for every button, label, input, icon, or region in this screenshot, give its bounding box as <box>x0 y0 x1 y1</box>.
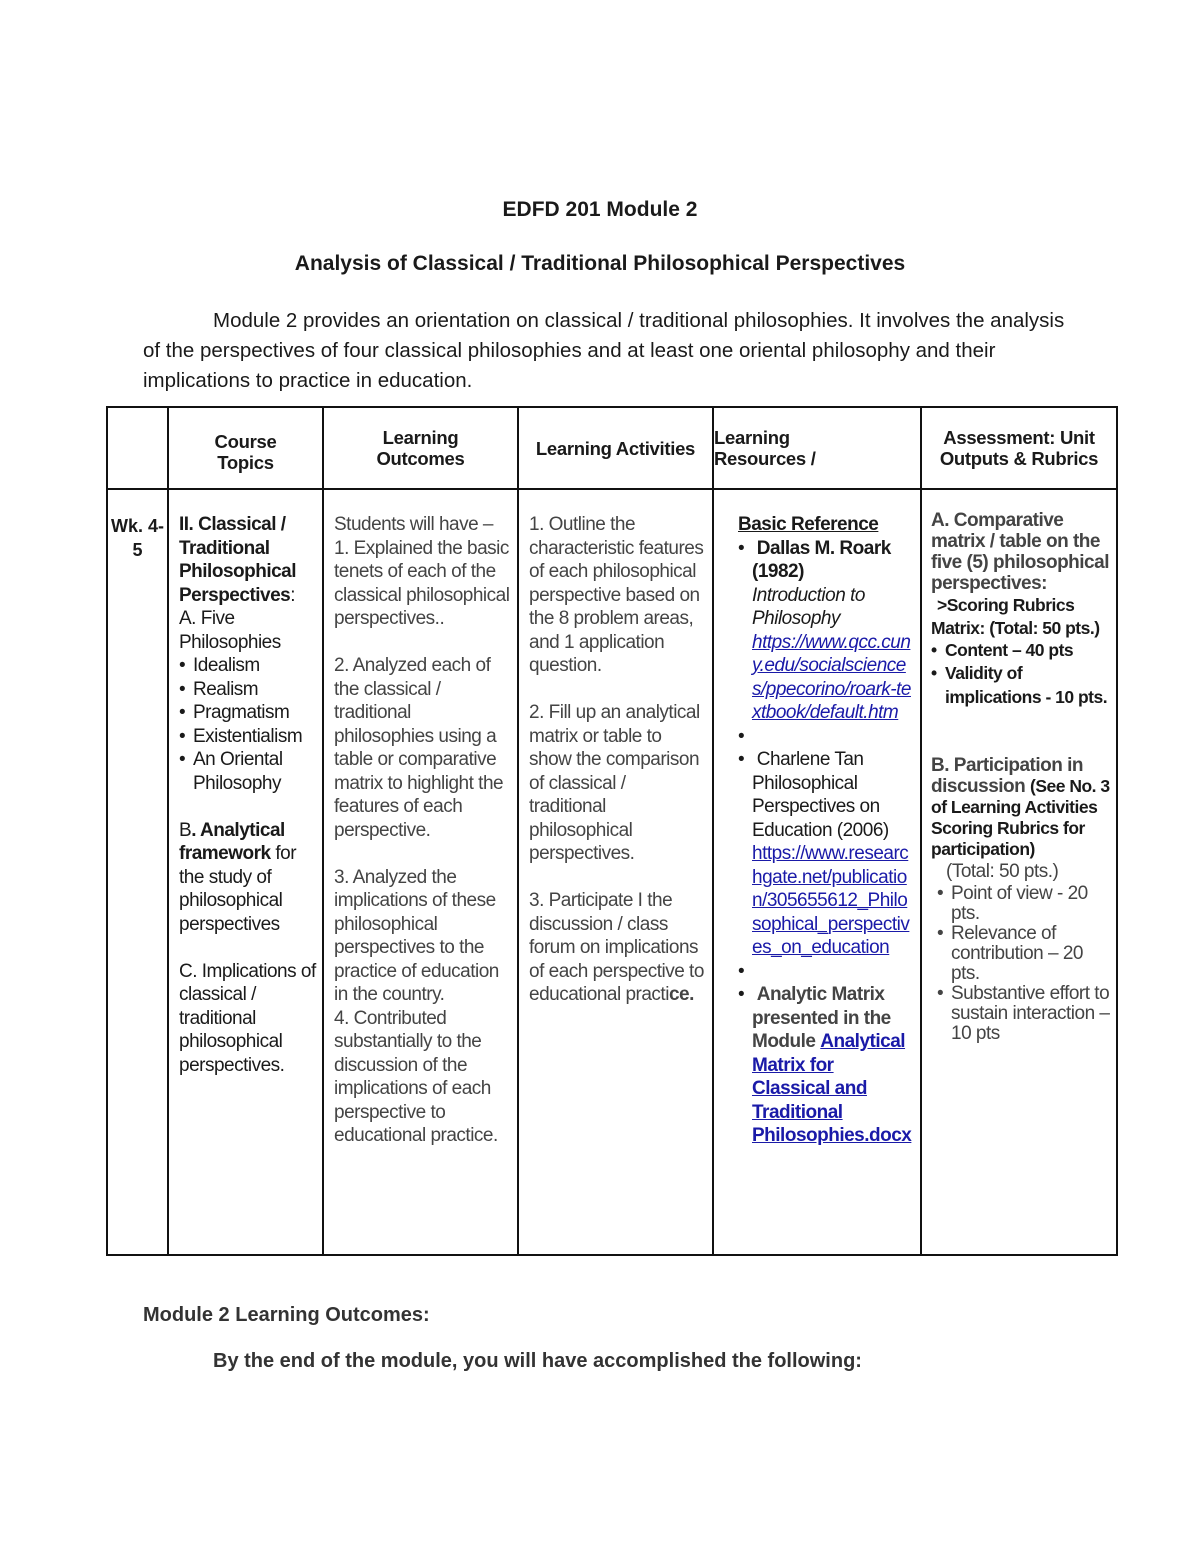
list-item: • Relevance of contribution – 20 pts. <box>937 924 1110 984</box>
activity-1: 1. Outline the characteristic features of each philosophical perspective based on the 8 problem areas, and 1 application question. <box>529 514 704 676</box>
analytical-matrix-link[interactable]: Analytical Matrix for Classical and Traditional Philosophies.docx <box>752 1031 912 1146</box>
topics-a: A. Five Philosophies <box>179 608 281 653</box>
outcomes-lead: Students will have – <box>334 514 493 535</box>
list-item: • Validity of implications - 10 pts. <box>931 662 1110 709</box>
list-item: • Pragmatism <box>179 701 316 725</box>
assessment-b-rubric: Scoring Rubrics for participation) <box>931 818 1085 859</box>
topics-cell <box>168 489 323 1255</box>
philosophy-list <box>179 654 316 795</box>
module-plan-table <box>106 406 1118 1256</box>
activity-3: 3. Participate I the discussion / class forum on implications of each perspective to educational practice. <box>529 890 704 1005</box>
table-header-row <box>107 407 1117 489</box>
intro-text: Module 2 provides an orientation on classical / traditional philosophies. It involves the analysis of the perspectives of four classical philosophies and at least one oriental philosophy and their implications to practice in education. <box>143 309 1065 392</box>
document-title: EDFD 201 Module 2 <box>502 198 698 221</box>
header-learning-outcomes: Learning Outcomes <box>323 407 518 489</box>
resources-cell <box>713 489 921 1255</box>
outcome-4: 4. Contributed substantially to the discussion of the implications of each perspective to educational practice. <box>334 1007 498 1146</box>
list-item: • Content – 40 pts <box>931 639 1110 663</box>
header-week <box>107 407 168 489</box>
assessment-a-list <box>931 639 1110 710</box>
header-learning-activities: Learning Activities <box>518 407 713 489</box>
topics-heading-colon: : <box>290 584 296 606</box>
table-row <box>107 489 1117 1255</box>
learning-outcomes-subheading: By the end of the module, you will have accomplished the following: <box>213 1350 862 1372</box>
assessment-b-heading: B. Participation in discussion (See No. 3 of Learning Activities <box>931 755 1110 817</box>
outcome-3: 3. Analyzed the implications of these philosophical perspectives to the practice of education in the country. <box>334 866 499 1005</box>
topics-c: C. Implications of classical / traditional philosophical perspectives. <box>179 960 316 1076</box>
assessment-a-matrix: Matrix: (Total: 50 pts.) <box>931 617 1100 638</box>
list-item: • An Oriental Philosophy <box>179 748 316 795</box>
outcome-2: 2. Analyzed each of the classical / traditional philosophies using a table or comparative matrix to highlight the features of each perspective. <box>334 655 504 841</box>
assessment-cell <box>921 489 1117 1255</box>
header-learning-resources: Learning Resources / <box>713 407 921 489</box>
topics-b: B. Analytical framework for the study of philosophical perspectives <box>179 819 297 935</box>
learning-outcomes-heading: Module 2 Learning Outcomes: <box>143 1304 430 1326</box>
activities-cell <box>518 489 713 1255</box>
resource-list <box>738 537 914 1148</box>
activity-2: 2. Fill up an analytical matrix or table to show the comparison of classical / traditional philosophical perspectives. <box>529 702 700 864</box>
header-assessment: Assessment: Unit Outputs & Rubrics <box>921 407 1117 489</box>
tan-link[interactable]: https://www.researchgate.net/publication/305655612_Philosophical_perspectives_on_education <box>752 843 910 958</box>
assessment-b-total: (Total: 50 pts.) <box>946 861 1059 882</box>
week-label: Wk. 4-5 <box>110 516 164 560</box>
document-subtitle: Analysis of Classical / Traditional Philosophical Perspectives <box>294 252 906 275</box>
list-item: • Analytic Matrix presented in the Module Analytical Matrix for Classical and Traditional Philosophies.docx <box>738 983 914 1148</box>
list-item: • Dallas M. Roark (1982) Introduction to Philosophy https://www.qcc.cuny.edu/socialsciences/ppecorino/roark-textbook/default.htm <box>738 537 914 725</box>
assessment-b-list <box>931 884 1110 1044</box>
intro-paragraph <box>143 306 1073 396</box>
week-cell <box>107 489 168 1255</box>
list-item: • Point of view - 20 pts. <box>937 884 1110 924</box>
assessment-a-title: A. Comparative matrix / table on the five (5) philosophical perspectives: <box>931 510 1109 594</box>
basic-reference-heading: Basic Reference <box>738 514 879 535</box>
list-item: • Idealism <box>179 654 316 678</box>
outcomes-cell <box>323 489 518 1255</box>
outcome-1: 1. Explained the basic tenets of each of the classical philosophical perspectives.. <box>334 537 510 629</box>
list-item: • Substantive effort to sustain interaction –10 pts <box>937 984 1110 1044</box>
assessment-a-rubric: >Scoring Rubrics <box>937 595 1075 615</box>
header-course-topics: Course Topics <box>168 407 323 489</box>
topics-heading: II. Classical / Traditional Philosophical Perspectives <box>179 514 297 606</box>
roark-link[interactable]: https://www.qcc.cuny.edu/socialsciences/ppecorino/roark-textbook/default.htm <box>752 631 911 723</box>
list-item: • Realism <box>179 678 316 702</box>
list-item: • Charlene Tan Philosophical Perspectives on Education (2006) https://www.researchgate.net/publication/305655612_Philosophical_perspectives_on_education <box>738 748 914 960</box>
list-item: • Existentialism <box>179 725 316 749</box>
